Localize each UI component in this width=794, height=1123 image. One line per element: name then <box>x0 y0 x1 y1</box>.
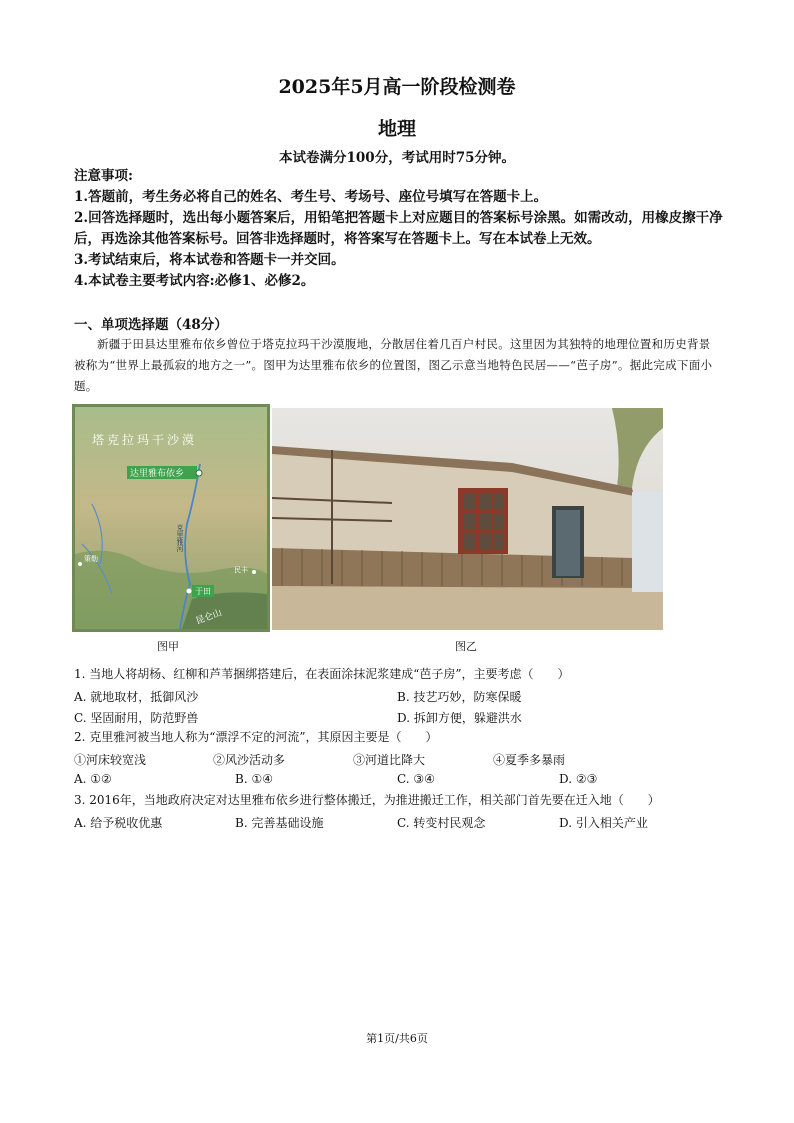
section-heading: 一、单项选择题（48分） <box>74 317 228 333</box>
q2-option-b[interactable]: B. ①④ <box>235 772 273 786</box>
notes-block <box>74 166 724 292</box>
note-item: 1.答题前，考生务必将自己的姓名、考生号、考场号、座位号填写在答题卡上。 <box>74 189 548 205</box>
county-label: 于田 <box>195 587 211 596</box>
door <box>556 510 580 576</box>
q3-option-d[interactable]: D. 引入相关产业 <box>559 816 648 830</box>
notes-heading: 注意事项: <box>74 168 133 184</box>
q3-option-a[interactable]: A. 给予税收优惠 <box>74 816 163 830</box>
right-town-label: 民丰 <box>234 566 248 574</box>
river-label: 克里雅河 <box>176 524 184 552</box>
caption-fig-b: 图乙 <box>455 640 477 653</box>
question-intro: 新疆于田县达里雅布依乡曾位于塔克拉玛干沙漠腹地，分散居住着几百户村民。这里因为其独特的地理位置和历史背景被称为“世界上最孤寂的地方之一”。图甲为达里雅布依乡的位置图，图乙示意当地特色民居——“芭子房”。据此完成下面小题。 <box>74 337 713 393</box>
q3-option-b[interactable]: B. 完善基础设施 <box>235 816 324 830</box>
q2-option-c[interactable]: C. ③④ <box>397 772 435 786</box>
left-town-marker <box>78 562 82 566</box>
house-photo <box>272 408 663 630</box>
neighbor-building <box>632 492 663 592</box>
q2-option-a[interactable]: A. ①② <box>74 772 112 786</box>
note-item: 3.考试结束后，将本试卷和答题卡一并交回。 <box>74 252 345 268</box>
location-map <box>72 404 270 632</box>
q3-option-c[interactable]: C. 转变村民观念 <box>397 816 486 830</box>
left-town-label: 策勒 <box>84 555 98 563</box>
q1-option-c[interactable]: C. 坚固耐用，防范野兽 <box>74 711 199 725</box>
exam-title: 2025年5月高一阶段检测卷 <box>278 76 516 98</box>
desert-label: 塔克拉玛干沙漠 <box>92 433 198 447</box>
q2-statement-1: ①河床较宽浅 <box>74 753 147 767</box>
q1-option-d[interactable]: D. 拆卸方便，躲避洪水 <box>397 711 522 725</box>
subject-title: 地理 <box>377 118 416 140</box>
page-footer: 第1页/共6页 <box>366 1032 428 1045</box>
full-score-note: 本试卷满分100分，考试用时75分钟。 <box>279 150 515 166</box>
q2-statement-4: ④夏季多暴雨 <box>493 753 566 767</box>
q1-option-a[interactable]: A. 就地取材，抵御风沙 <box>74 690 199 704</box>
mountain-label: 昆仑山 <box>194 608 224 627</box>
question-1-stem: 1. 当地人将胡杨、红柳和芦苇捆绑搭建后，在表面涂抹泥浆建成“芭子房”，主要考虑（ ） <box>74 667 570 681</box>
note-item: 4.本试卷主要考试内容:必修1、必修2。 <box>74 273 315 289</box>
q1-option-b[interactable]: B. 技艺巧妙，防寒保暖 <box>397 690 522 704</box>
ground <box>272 583 663 630</box>
note-item: 2.回答选择题时，选出每小题答案后，用铅笔把答题卡上对应题目的答案标号涂黑。如需改动，用橡皮擦干净后，再选涂其他答案标号。回答非选择题时，将答案写在答题卡上。写在本试卷上无效。 <box>74 210 723 247</box>
q2-statement-2: ②风沙活动多 <box>213 753 286 767</box>
county-marker <box>187 589 192 594</box>
window-panes <box>463 493 504 549</box>
question-2-stem: 2. 克里雅河被当地人称为“漂浮不定的河流”，其原因主要是（ ） <box>74 730 438 744</box>
village-marker <box>196 470 202 476</box>
question-3-stem: 3. 2016年，当地政府决定对达里雅布依乡进行整体搬迁，为推进搬迁工作，相关部门首先要在迁入地（ ） <box>74 793 660 807</box>
q2-statement-3: ③河道比降大 <box>353 753 426 767</box>
q2-option-d[interactable]: D. ②③ <box>559 772 598 786</box>
caption-fig-a: 图甲 <box>157 640 179 653</box>
right-town-marker <box>252 570 256 574</box>
village-label: 达里雅布依乡 <box>130 469 185 479</box>
